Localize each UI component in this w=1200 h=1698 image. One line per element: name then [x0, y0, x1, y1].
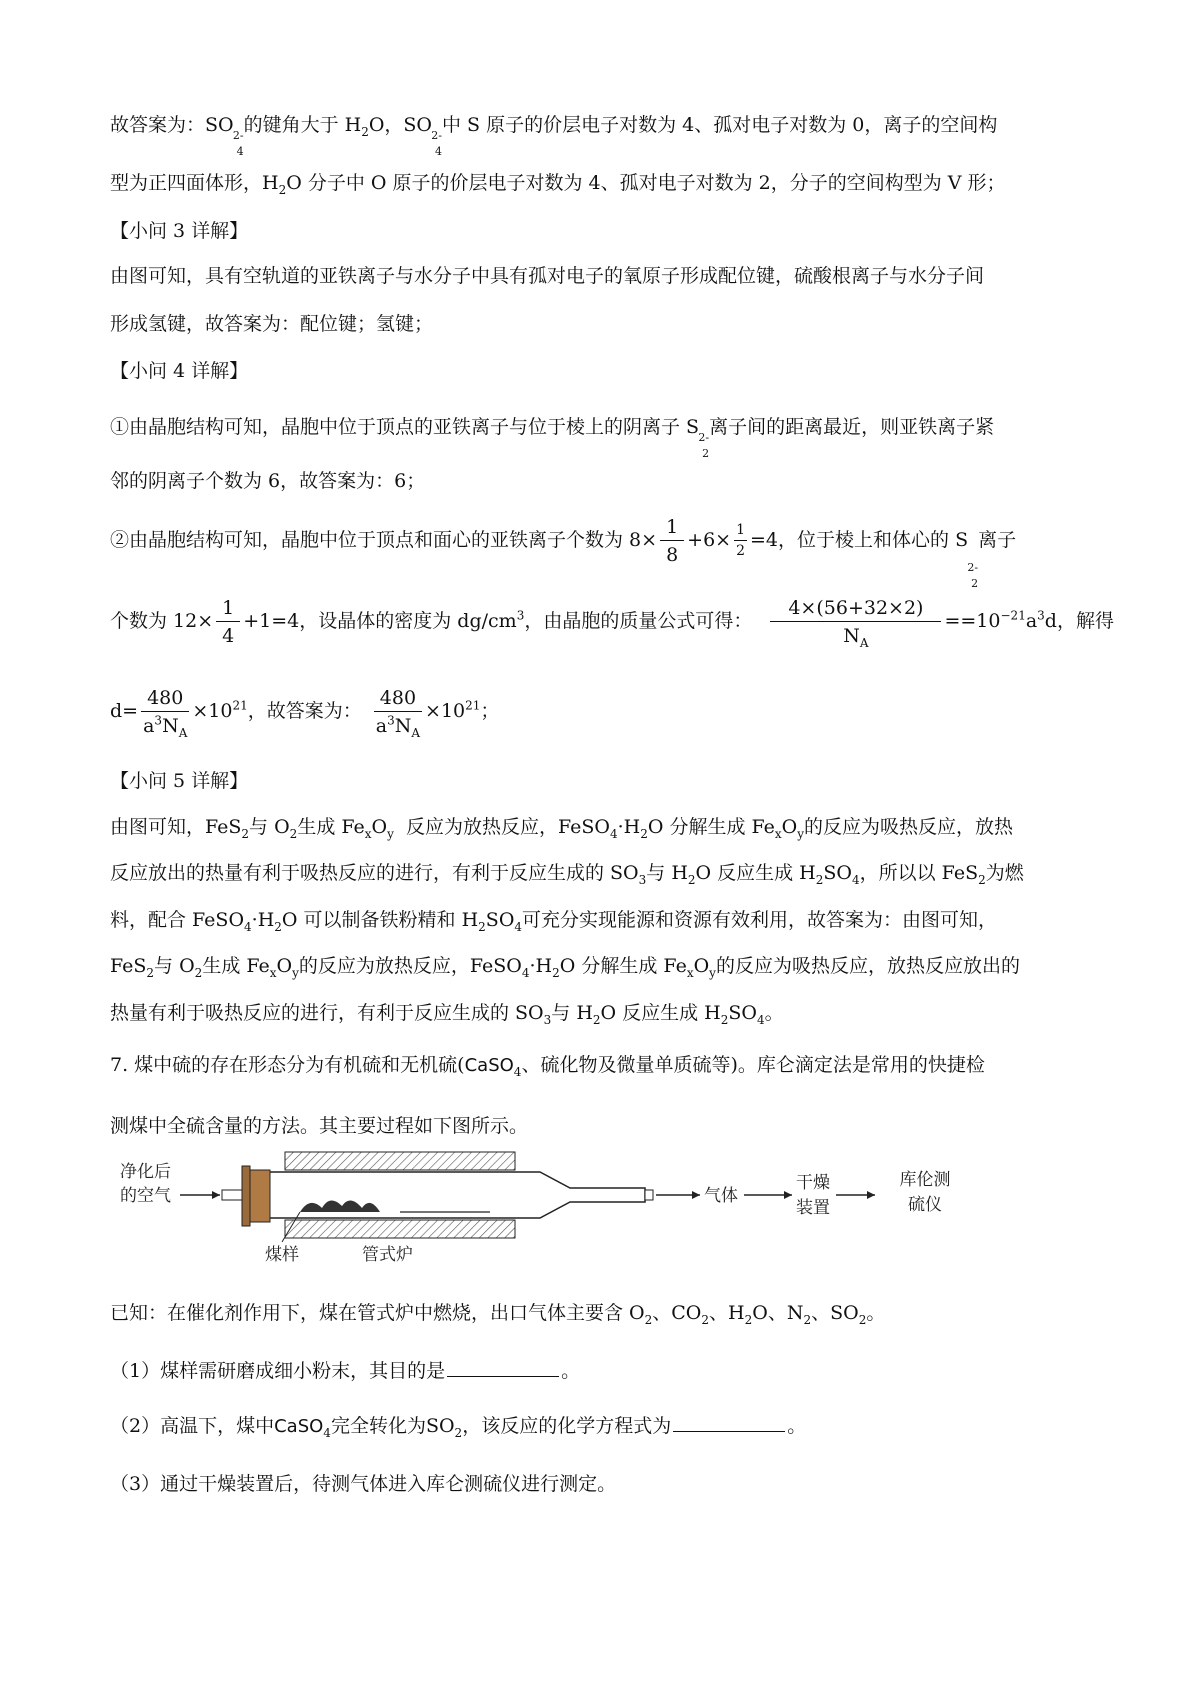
subscript: 4 — [757, 1012, 765, 1027]
text: 生成 Fe — [202, 955, 270, 977]
coulometric-analyzer-label — [880, 1168, 970, 1218]
text: 与 O — [154, 955, 195, 977]
fraction-density-answer — [374, 687, 422, 740]
superscript: 3 — [387, 713, 395, 728]
subscript: 4 — [521, 965, 530, 980]
q4-line-3 — [110, 510, 1017, 590]
arrow-head — [784, 1191, 792, 1199]
subscript: 2 — [146, 965, 155, 980]
subscript: 4 — [852, 872, 860, 887]
coal-sample-icon — [300, 1200, 380, 1212]
subscript: 4 — [514, 919, 523, 934]
text: 离子间的距离最近，则亚铁离子紧 — [709, 416, 995, 438]
denominator: 4 — [222, 625, 235, 647]
text: O 反应生成 H — [600, 1002, 721, 1024]
subscript: 2 — [971, 577, 979, 590]
text: O 分解生成 Fe — [647, 816, 775, 838]
answer-blank-1[interactable] — [447, 1358, 559, 1377]
text: 7. 煤中硫的存在形态分为有机硫和无机硫( — [110, 1054, 465, 1076]
arrow-head — [867, 1191, 875, 1199]
subscript: y — [292, 965, 299, 980]
subscript: 4 — [244, 919, 252, 934]
text: d= — [110, 700, 139, 722]
subscript: 2 — [744, 1312, 753, 1327]
numerator: 4×(56+32×2) — [770, 597, 941, 622]
fraction-cell-mass — [770, 597, 941, 650]
stopper-rim — [242, 1166, 250, 1226]
q5-line-3 — [110, 907, 997, 933]
text: 、SO — [811, 1302, 859, 1324]
analyzer-label-1: 库伦测 — [899, 1170, 951, 1190]
q3-detail-line-2: 形成氢键，故答案为：配位键；氢键； — [110, 313, 434, 335]
subscript: 2 — [194, 965, 203, 980]
numerator: 1 — [734, 523, 747, 541]
text: 、CO — [652, 1302, 702, 1324]
numerator: 1 — [660, 516, 684, 541]
text: ，故答案为： — [247, 700, 362, 722]
text: N — [394, 715, 412, 737]
section-heading-q4: 【小问 4 详解】 — [110, 360, 249, 382]
text: O 分解生成 Fe — [559, 955, 687, 977]
text: 型为正四面体形，H — [110, 172, 279, 194]
text: ①由晶胞结构可知，晶胞中位于顶点的亚铁离子与位于棱上的阴离子 S — [110, 416, 700, 438]
subscript: 3 — [543, 1012, 552, 1027]
subscript: 2 — [640, 826, 648, 841]
text: SO — [485, 909, 515, 931]
subscript: 4 — [609, 826, 618, 841]
denominator — [843, 622, 869, 650]
subscript: 2 — [858, 1312, 867, 1327]
stopper — [250, 1170, 270, 1222]
subscript: 3 — [638, 872, 647, 887]
gas-label: 气体 — [704, 1186, 738, 1206]
superscript: 2- — [431, 129, 443, 142]
section-heading-q5: 【小问 5 详解】 — [110, 770, 249, 792]
text: N — [162, 715, 179, 737]
text: 为燃 — [985, 862, 1024, 884]
sample-label: 煤样 — [265, 1245, 299, 1265]
text: O、N — [752, 1302, 804, 1324]
text: 。 — [866, 1302, 886, 1324]
text: 故答案为：SO — [110, 114, 234, 136]
text: O，SO — [368, 114, 433, 136]
dryer-label-1: 干燥 — [796, 1173, 830, 1193]
subscript: A — [411, 725, 421, 740]
numerator: 480 — [141, 687, 189, 712]
denominator: 8 — [666, 544, 679, 566]
q4-line-4 — [110, 588, 1114, 654]
text: FeS — [110, 955, 147, 977]
text: 离子 — [978, 529, 1017, 551]
text: ，该反应的化学方程式为 — [462, 1415, 672, 1437]
text: +1=4，设晶体的密度为 dg/cm — [243, 610, 517, 632]
text: a — [143, 715, 155, 737]
subscript: x — [364, 826, 372, 841]
superscript: 3 — [154, 713, 163, 728]
analyzer-label-2: 硫仪 — [908, 1195, 942, 1215]
subscript: 2 — [289, 826, 298, 841]
text: 个数为 12× — [110, 610, 214, 632]
text: 的键角大于 H — [243, 114, 362, 136]
text: d，解得 — [1044, 610, 1114, 632]
numerator: 480 — [374, 687, 422, 712]
superscript: 2- — [698, 431, 710, 444]
superscript: 2- — [232, 129, 244, 142]
q5-line-2 — [110, 860, 1024, 886]
subscript: y — [387, 826, 394, 841]
subquestion-3: （3）通过干燥装置后，待测气体进入库仑测硫仪进行测定。 — [110, 1473, 617, 1495]
text: a — [1025, 610, 1038, 632]
q4-line-2: 邻的阴离子个数为 6，故答案为：6； — [110, 470, 426, 492]
subscript: 2 — [644, 1312, 653, 1327]
text: 。 — [787, 1415, 807, 1437]
text: ×10 — [192, 700, 233, 722]
text: ×10 — [425, 700, 466, 722]
text: ，所以以 FeS — [859, 862, 979, 884]
text: ，由晶胞的质量公式可得： — [524, 610, 753, 632]
text: 的反应为吸热反应，放热反应放出的 — [715, 955, 1020, 977]
subscript: A — [859, 635, 869, 650]
text: ==10 — [944, 610, 1001, 632]
subscript: 4 — [513, 1064, 522, 1079]
subquestion-2 — [110, 1413, 806, 1440]
text: O — [371, 816, 388, 838]
text: 反应为放热反应，FeSO — [393, 816, 610, 838]
subscript: 2 — [687, 872, 696, 887]
question-7-line-1 — [110, 1052, 985, 1079]
formula: CaSO — [464, 1055, 514, 1076]
subscript: 2 — [241, 826, 250, 841]
q5-line-1 — [110, 814, 1013, 840]
subscript: 2 — [454, 1425, 463, 1440]
denominator — [143, 712, 188, 740]
superscript: 2- — [967, 561, 979, 574]
furnace-bottom — [285, 1220, 515, 1238]
air-label-1: 净化后 — [120, 1162, 171, 1182]
text: a — [375, 715, 388, 737]
text: 可充分实现能源和资源有效利用，故答案为：由图可知， — [522, 909, 998, 931]
denominator: 2 — [736, 543, 746, 559]
text: 的反应为吸热反应，放热 — [804, 816, 1014, 838]
numerator: 1 — [216, 597, 240, 622]
formula: CaSO — [274, 1416, 324, 1437]
text: 。 — [561, 1360, 581, 1382]
text: O — [693, 955, 710, 977]
known-conditions — [110, 1300, 885, 1326]
subscript: y — [709, 965, 716, 980]
superscript: −21 — [1000, 608, 1026, 623]
text: O — [781, 816, 798, 838]
subscript: 2 — [815, 872, 824, 887]
text: O 可以制备铁粉精和 H — [281, 909, 479, 931]
text: ②由晶胞结构可知，晶胞中位于顶点和面心的亚铁离子个数为 8× — [110, 529, 658, 551]
subscript: 2 — [274, 919, 282, 934]
answer-line-1 — [110, 112, 998, 158]
text: （2）高温下，煤中 — [110, 1415, 275, 1437]
subscript: 2 — [720, 1012, 729, 1027]
subscript: 2 — [978, 872, 986, 887]
fraction-one-eighth — [660, 516, 684, 566]
subscript: 4 — [323, 1425, 331, 1440]
text: 、硫化物及微量单质硫等)。库仑滴定法是常用的快捷检 — [521, 1054, 985, 1076]
furnace-top — [285, 1152, 515, 1170]
text: 、H — [709, 1302, 745, 1324]
furnace-label: 管式炉 — [362, 1245, 413, 1265]
air-label-2: 的空气 — [120, 1186, 171, 1206]
fraction-one-half — [734, 523, 747, 559]
subscript: x — [774, 826, 782, 841]
text: 热量有利于吸热反应的进行，有利于反应生成的 SO — [110, 1002, 544, 1024]
q3-detail-line-1: 由图可知，具有空轨道的亚铁离子与水分子中具有孤对电子的氧原子形成配位键，硫酸根离子与水分子间 — [110, 265, 985, 287]
subscript: 2 — [478, 919, 486, 934]
subscript: 2 — [552, 965, 560, 980]
text: 料，配合 FeSO — [110, 909, 245, 931]
answer-line-2 — [110, 170, 1006, 196]
text: 由图可知，FeS — [110, 816, 242, 838]
tube-outlet — [645, 1190, 653, 1200]
text: O 分子中 O 原子的价层电子对数为 4、孤对电子对数为 2，分子的空间构型为 V 形； — [286, 172, 1006, 194]
text: 反应放出的热量有利于吸热反应的进行，有利于反应生成的 SO — [110, 862, 639, 884]
text: 与 H — [646, 862, 688, 884]
text: 与 H — [551, 1002, 593, 1024]
superscript: 3 — [516, 608, 525, 623]
subscript: x — [269, 965, 277, 980]
text: SO — [728, 1002, 757, 1024]
text: O 反应生成 H — [695, 862, 816, 884]
arrow-head — [212, 1191, 220, 1199]
formula: SO — [425, 1415, 455, 1437]
q5-line-5 — [110, 1000, 784, 1026]
text: 。 — [764, 1002, 784, 1024]
text: 与 O — [249, 816, 290, 838]
text: O — [276, 955, 293, 977]
fraction-one-quarter — [216, 597, 240, 647]
subquestion-1 — [110, 1358, 580, 1384]
subscript: 2 — [278, 182, 287, 197]
text: =4，位于棱上和体心的 S — [750, 529, 969, 551]
fraction-density — [141, 687, 189, 740]
text: +6× — [687, 529, 732, 551]
apparatus-diagram — [100, 1150, 880, 1270]
q4-line-5 — [110, 678, 499, 744]
text: 完全转化为 — [330, 1415, 426, 1437]
subscript: 4 — [236, 145, 244, 158]
text: 生成 Fe — [297, 816, 365, 838]
superscript: 21 — [232, 698, 248, 713]
text: ·H — [529, 955, 553, 977]
question-7-line-2: 测煤中全硫含量的方法。其主要过程如下图所示。 — [110, 1115, 529, 1137]
subscript: 4 — [435, 145, 443, 158]
superscript: 21 — [465, 698, 481, 713]
subscript: 2 — [803, 1312, 812, 1327]
subscript: A — [178, 725, 188, 740]
text: ； — [480, 700, 500, 722]
text: 中 S 原子的价层电子对数为 4、孤对电子对数为 0，离子的空间构 — [442, 114, 998, 136]
subscript: 2 — [701, 1312, 710, 1327]
superscript: 3 — [1037, 608, 1045, 623]
subscript: x — [686, 965, 694, 980]
text: 的反应为放热反应，FeSO — [298, 955, 522, 977]
section-heading-q3: 【小问 3 详解】 — [110, 220, 249, 242]
subscript: 2 — [702, 447, 710, 460]
subscript: 2 — [361, 124, 369, 139]
arrow-head — [692, 1191, 700, 1199]
inlet-tube — [222, 1190, 242, 1200]
text: 已知：在催化剂作用下，煤在管式炉中燃烧，出口气体主要含 O — [110, 1302, 645, 1324]
subscript: y — [797, 826, 805, 841]
text: ·H — [251, 909, 275, 931]
subscript: 2 — [592, 1012, 601, 1027]
text: SO — [823, 862, 852, 884]
dryer-label-2: 装置 — [796, 1198, 830, 1218]
denominator — [375, 712, 421, 740]
text: ·H — [617, 816, 641, 838]
avogadro-symbol: N — [843, 625, 860, 647]
q4-line-1 — [110, 414, 995, 460]
answer-blank-2[interactable] — [673, 1413, 785, 1432]
text: （1）煤样需研磨成细小粉末，其目的是 — [110, 1360, 446, 1382]
q5-line-4 — [110, 953, 1020, 979]
